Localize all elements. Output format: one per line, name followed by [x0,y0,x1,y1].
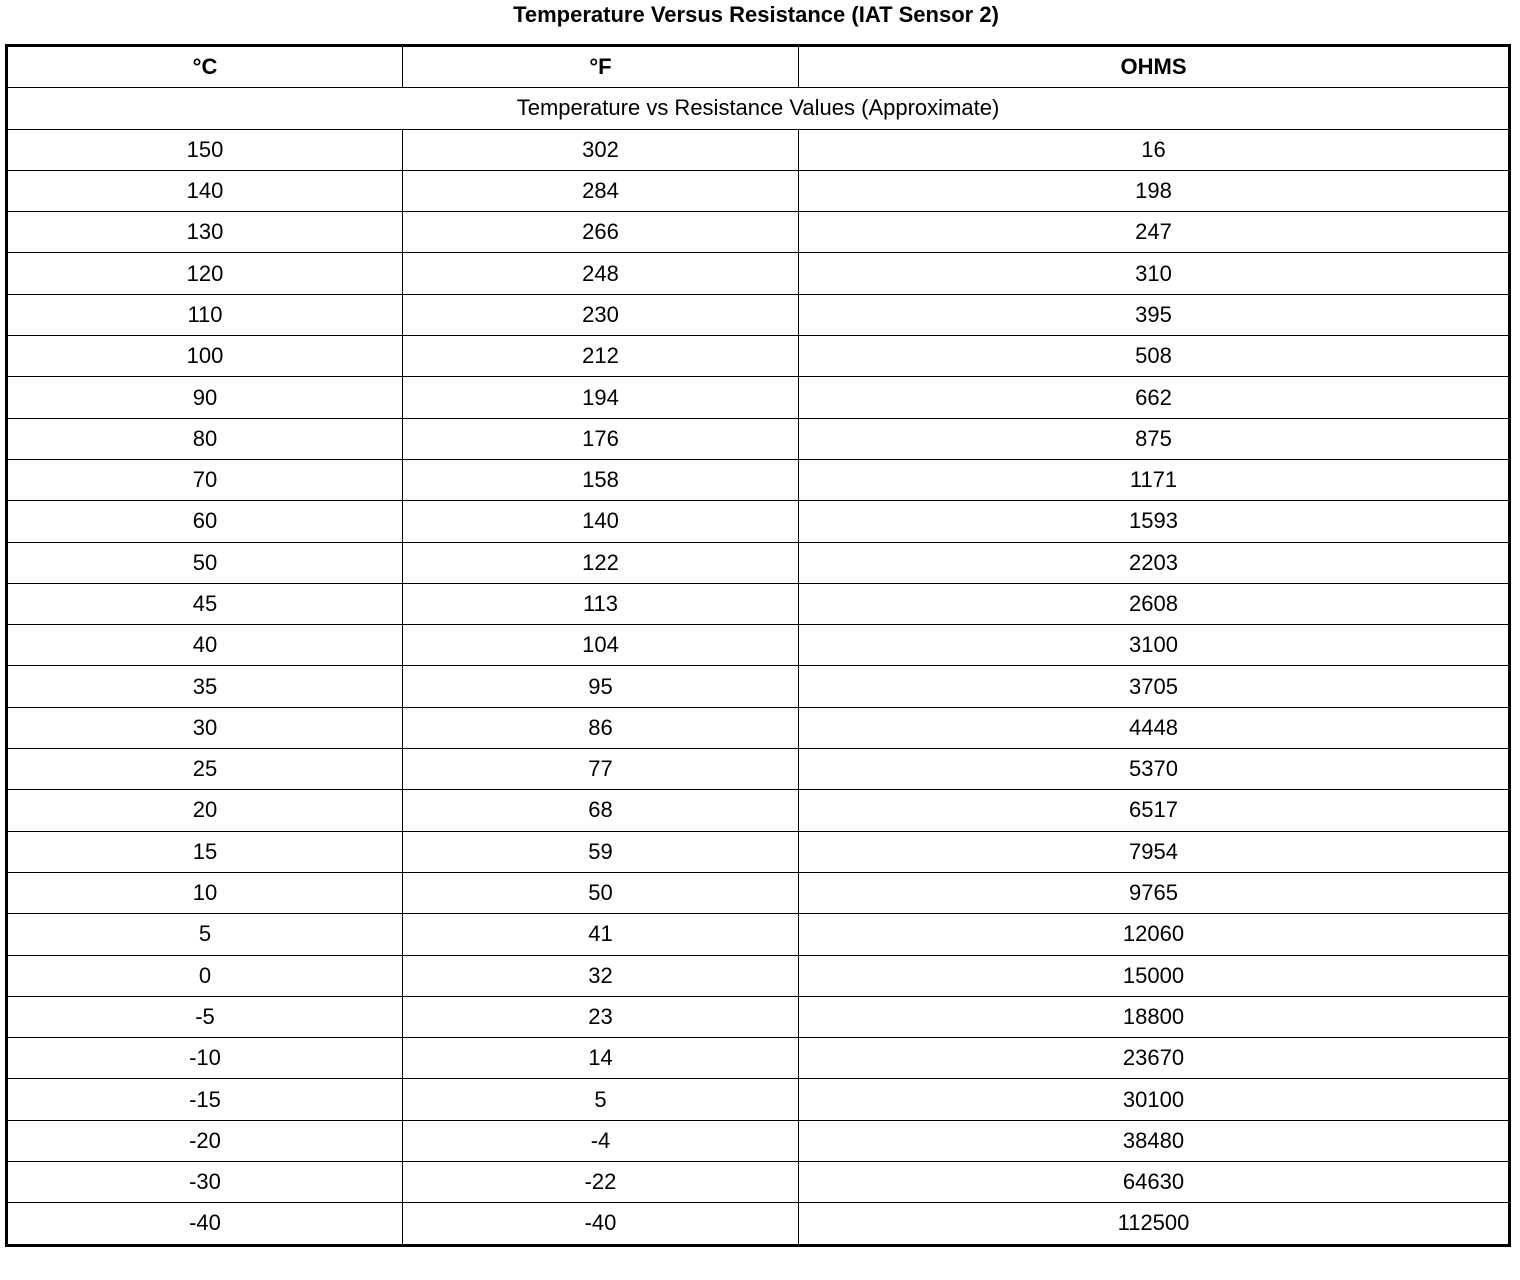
header-row [7,46,1510,88]
table-row [7,170,1510,211]
cell-ohms: 2608 [799,583,1510,624]
cell-ohms: 38480 [799,1120,1510,1161]
cell-fahrenheit: 32 [403,955,799,996]
cell-celsius: -20 [7,1120,403,1161]
cell-fahrenheit: 248 [403,253,799,294]
table-row [7,377,1510,418]
cell-fahrenheit: 140 [403,501,799,542]
cell-fahrenheit: -40 [403,1203,799,1245]
table-row [7,542,1510,583]
table-row [7,955,1510,996]
cell-ohms: 198 [799,170,1510,211]
cell-celsius: 130 [7,212,403,253]
cell-ohms: 662 [799,377,1510,418]
cell-ohms: 875 [799,418,1510,459]
cell-celsius: 120 [7,253,403,294]
cell-fahrenheit: 302 [403,129,799,170]
cell-fahrenheit: 212 [403,336,799,377]
header-ohms: OHMS [799,46,1510,88]
cell-fahrenheit: 41 [403,914,799,955]
cell-ohms: 64630 [799,1162,1510,1203]
table-row [7,790,1510,831]
table-row [7,1038,1510,1079]
cell-celsius: 110 [7,294,403,335]
cell-fahrenheit: 59 [403,831,799,872]
cell-celsius: 140 [7,170,403,211]
cell-fahrenheit: 86 [403,707,799,748]
cell-celsius: -10 [7,1038,403,1079]
cell-celsius: -15 [7,1079,403,1120]
cell-celsius: -40 [7,1203,403,1245]
cell-celsius: 60 [7,501,403,542]
cell-celsius: 45 [7,583,403,624]
table-row [7,1203,1510,1245]
table-row [7,996,1510,1037]
cell-ohms: 3100 [799,625,1510,666]
cell-ohms: 23670 [799,1038,1510,1079]
cell-fahrenheit: 176 [403,418,799,459]
cell-ohms: 1593 [799,501,1510,542]
cell-celsius: 25 [7,749,403,790]
temperature-resistance-table [5,44,1511,1247]
table-row [7,707,1510,748]
cell-fahrenheit: 95 [403,666,799,707]
subheader-row [7,88,1510,129]
table-row [7,872,1510,913]
cell-ohms: 4448 [799,707,1510,748]
table-row [7,1120,1510,1161]
table-row [7,129,1510,170]
cell-celsius: 100 [7,336,403,377]
cell-celsius: 90 [7,377,403,418]
cell-fahrenheit: 68 [403,790,799,831]
header-celsius: °C [7,46,403,88]
cell-celsius: 0 [7,955,403,996]
cell-ohms: 1171 [799,459,1510,500]
cell-celsius: 5 [7,914,403,955]
cell-fahrenheit: -4 [403,1120,799,1161]
table-row [7,914,1510,955]
cell-fahrenheit: 104 [403,625,799,666]
cell-celsius: 70 [7,459,403,500]
table-row [7,418,1510,459]
cell-celsius: -5 [7,996,403,1037]
table-row [7,749,1510,790]
cell-fahrenheit: 266 [403,212,799,253]
cell-ohms: 7954 [799,831,1510,872]
table-row [7,294,1510,335]
table-row [7,253,1510,294]
cell-fahrenheit: 23 [403,996,799,1037]
cell-fahrenheit: 284 [403,170,799,211]
cell-ohms: 5370 [799,749,1510,790]
cell-ohms: 6517 [799,790,1510,831]
table-row [7,459,1510,500]
cell-fahrenheit: 14 [403,1038,799,1079]
cell-celsius: 15 [7,831,403,872]
cell-ohms: 12060 [799,914,1510,955]
cell-fahrenheit: 122 [403,542,799,583]
subheader-cell: Temperature vs Resistance Values (Approximate) [7,88,1510,129]
cell-fahrenheit: 50 [403,872,799,913]
cell-ohms: 16 [799,129,1510,170]
table-row [7,666,1510,707]
table-row [7,625,1510,666]
cell-ohms: 3705 [799,666,1510,707]
cell-ohms: 2203 [799,542,1510,583]
cell-ohms: 18800 [799,996,1510,1037]
cell-ohms: 15000 [799,955,1510,996]
cell-ohms: 310 [799,253,1510,294]
table-row [7,336,1510,377]
cell-ohms: 247 [799,212,1510,253]
cell-ohms: 508 [799,336,1510,377]
cell-celsius: 80 [7,418,403,459]
cell-fahrenheit: 113 [403,583,799,624]
header-fahrenheit: °F [403,46,799,88]
table-row [7,1162,1510,1203]
table-row [7,831,1510,872]
cell-celsius: 20 [7,790,403,831]
cell-ohms: 9765 [799,872,1510,913]
cell-celsius: 150 [7,129,403,170]
table-row [7,1079,1510,1120]
table-row [7,501,1510,542]
cell-fahrenheit: 158 [403,459,799,500]
cell-fahrenheit: -22 [403,1162,799,1203]
cell-ohms: 395 [799,294,1510,335]
table-row [7,583,1510,624]
cell-ohms: 30100 [799,1079,1510,1120]
cell-celsius: -30 [7,1162,403,1203]
cell-fahrenheit: 230 [403,294,799,335]
cell-celsius: 10 [7,872,403,913]
table-row [7,212,1510,253]
cell-ohms: 112500 [799,1203,1510,1245]
cell-celsius: 30 [7,707,403,748]
cell-fahrenheit: 5 [403,1079,799,1120]
cell-fahrenheit: 77 [403,749,799,790]
cell-fahrenheit: 194 [403,377,799,418]
cell-celsius: 50 [7,542,403,583]
cell-celsius: 35 [7,666,403,707]
table-title: Temperature Versus Resistance (IAT Sensor 2) [513,2,999,27]
cell-celsius: 40 [7,625,403,666]
